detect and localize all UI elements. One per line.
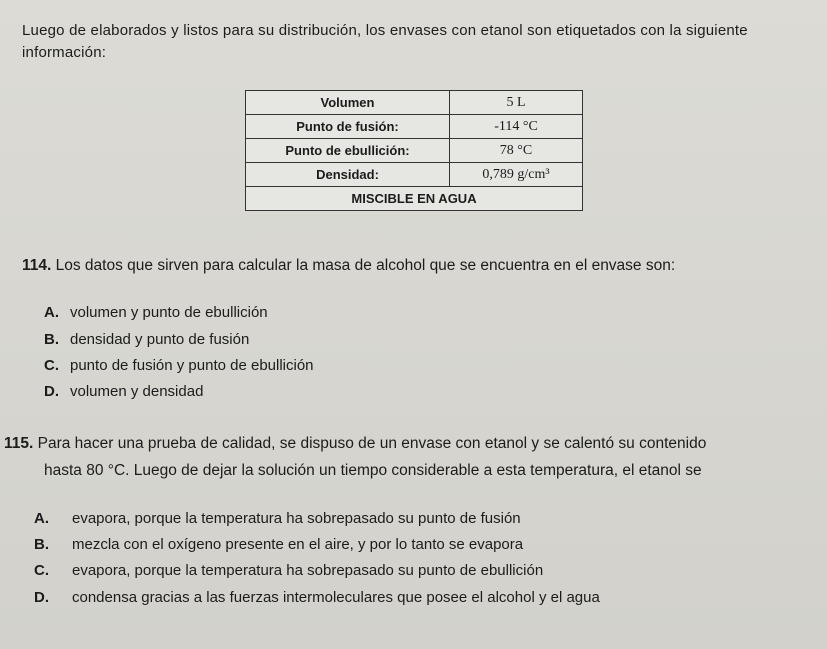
table-value: 5 L (450, 91, 583, 115)
table-row (246, 91, 583, 115)
table-row (246, 187, 583, 211)
option-letter: A. (34, 510, 49, 527)
option-text: mezcla con el oxígeno presente en el aire, y por lo tanto se evapora (72, 536, 524, 553)
intro-text: Luego de elaborados y listos para su distribución, los envases con etanol son etiquetados con la siguiente información: (22, 22, 748, 61)
option-letter: C. (34, 562, 49, 579)
option-text: volumen y punto de ebullición (70, 304, 268, 321)
question-text-line2: hasta 80 °C. Luego de dejar la solución un tiempo considerable a esta temperatura, el etanol se (44, 462, 702, 479)
question-number: 115. (4, 435, 34, 452)
ethanol-properties-table (245, 90, 583, 211)
table-value: 78 °C (450, 139, 583, 163)
option-letter: A. (44, 304, 59, 321)
option-letter: C. (44, 357, 59, 374)
table-value: -114 °C (450, 115, 583, 139)
question-text: Los datos que sirven para calcular la masa de alcohol que se encuentra en el envase son: (55, 257, 676, 274)
option-letter: B. (34, 536, 49, 553)
table-value: 0,789 g/cm³ (450, 163, 583, 187)
option-114-a[interactable] (44, 304, 268, 321)
option-text: condensa gracias a las fuerzas intermoleculares que posee el alcohol y el agua (72, 589, 600, 606)
table-row (246, 115, 583, 139)
table-row (246, 163, 583, 187)
option-114-b[interactable] (44, 331, 249, 348)
table-label: Punto de ebullición: (246, 139, 450, 163)
question-text-line1: Para hacer una prueba de calidad, se dispuso de un envase con etanol y se calentó su contenido (37, 435, 707, 452)
option-115-c[interactable] (34, 562, 543, 579)
table-label: Volumen (246, 91, 450, 115)
option-114-d[interactable] (44, 383, 203, 400)
option-text: evapora, porque la temperatura ha sobrepasado su punto de fusión (72, 510, 521, 527)
option-115-d[interactable] (34, 589, 600, 606)
option-letter: D. (44, 383, 59, 400)
question-115 (4, 430, 819, 484)
question-number: 114. (22, 257, 52, 274)
option-letter: D. (34, 589, 49, 606)
table-footer: MISCIBLE EN AGUA (246, 187, 583, 211)
table-label: Punto de fusión: (246, 115, 450, 139)
table-label: Densidad: (246, 163, 450, 187)
option-text: densidad y punto de fusión (70, 331, 250, 348)
table-row (246, 139, 583, 163)
option-text: evapora, porque la temperatura ha sobrepasado su punto de ebullición (72, 562, 544, 579)
option-text: punto de fusión y punto de ebullición (70, 357, 314, 374)
option-115-a[interactable] (34, 510, 521, 527)
question-114 (22, 257, 675, 275)
option-114-c[interactable] (44, 357, 314, 374)
option-115-b[interactable] (34, 536, 523, 553)
option-text: volumen y densidad (70, 383, 204, 400)
option-letter: B. (44, 331, 59, 348)
